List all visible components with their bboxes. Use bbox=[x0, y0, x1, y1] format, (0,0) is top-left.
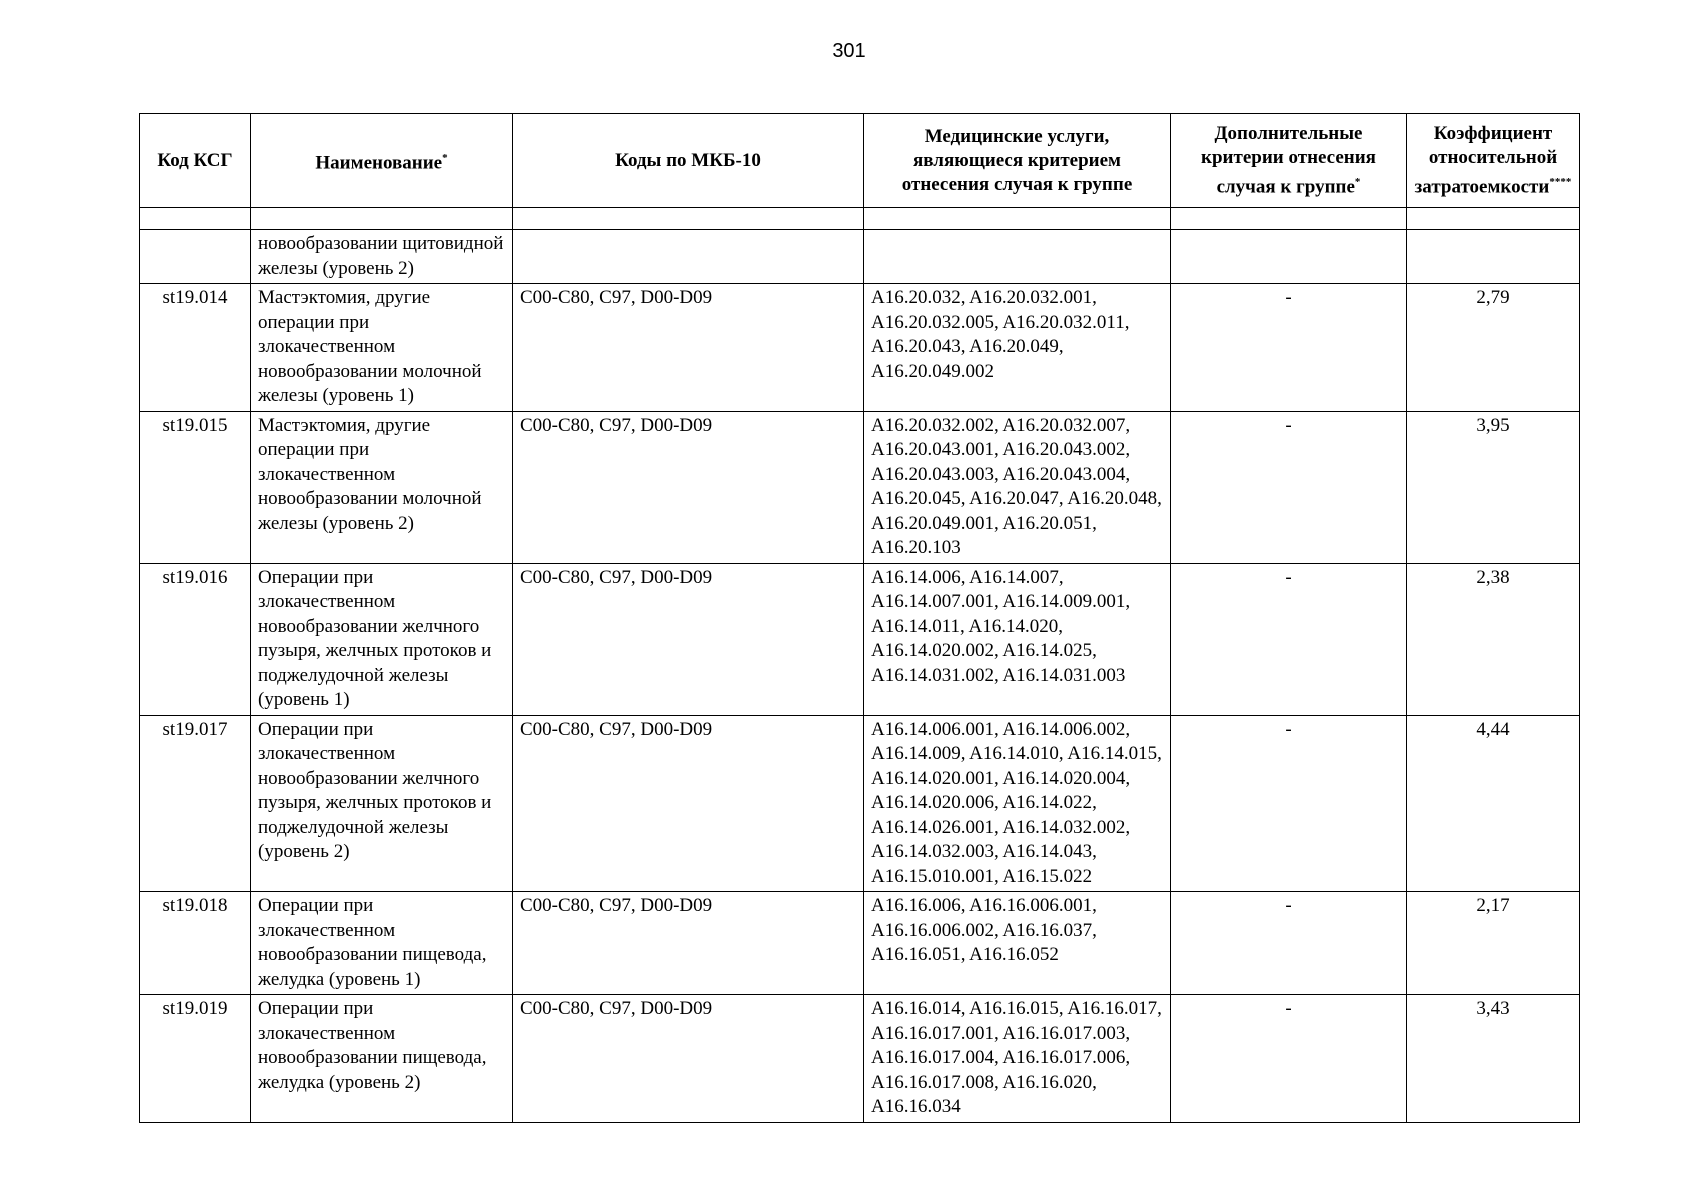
cell-coef: 4,44 bbox=[1407, 715, 1580, 892]
header-additional: Дополнительные критерии отнесения случая к группе* bbox=[1171, 114, 1407, 208]
cell-services: A16.20.032, A16.20.032.001, A16.20.032.005, A16.20.032.011, A16.20.043, A16.20.049, A16.20.049.002 bbox=[864, 284, 1171, 412]
table-row bbox=[140, 892, 1580, 995]
cell-services: A16.16.006, A16.16.006.001, A16.16.006.002, A16.16.037, A16.16.051, A16.16.052 bbox=[864, 892, 1171, 995]
header-code: Код КСГ bbox=[140, 114, 251, 208]
ksg-table bbox=[139, 113, 1580, 1123]
cell-mkb: C00-C80, C97, D00-D09 bbox=[513, 892, 864, 995]
cell-mkb: C00-C80, C97, D00-D09 bbox=[513, 563, 864, 715]
cell-additional: - bbox=[1171, 995, 1407, 1123]
cell-name: новообразовании щитовидной железы (уровень 2) bbox=[251, 230, 513, 284]
cell-services: A16.20.032.002, A16.20.032.007, A16.20.043.001, A16.20.043.002, A16.20.043.003, A16.20.043.004, A16.20.045, A16.20.047, A16.20.048, A16.20.049.001, A16.20.051, A16.20.103 bbox=[864, 411, 1171, 563]
cell-additional: - bbox=[1171, 892, 1407, 995]
cell-coef: 2,17 bbox=[1407, 892, 1580, 995]
header-mkb: Коды по МКБ-10 bbox=[513, 114, 864, 208]
cell-mkb: C00-C80, C97, D00-D09 bbox=[513, 284, 864, 412]
spacer-row bbox=[140, 208, 1580, 230]
table-row bbox=[140, 715, 1580, 892]
cell-additional: - bbox=[1171, 563, 1407, 715]
cell-code: st19.016 bbox=[140, 563, 251, 715]
header-coef: Коэффициент относительной затратоемкости**** bbox=[1407, 114, 1580, 208]
cell-code bbox=[140, 230, 251, 284]
cell-code: st19.017 bbox=[140, 715, 251, 892]
cell-coef: 2,79 bbox=[1407, 284, 1580, 412]
cell-code: st19.015 bbox=[140, 411, 251, 563]
footnote-mark: * bbox=[442, 151, 448, 164]
cell-mkb bbox=[513, 230, 864, 284]
cell-name: Операции при злокачественном новообразовании пищевода, желудка (уровень 1) bbox=[251, 892, 513, 995]
header-name: Наименование* bbox=[251, 114, 513, 208]
cell-name: Мастэктомия, другие операции при злокачественном новообразовании молочной железы (уровень 2) bbox=[251, 411, 513, 563]
cell-additional: - bbox=[1171, 411, 1407, 563]
table-row bbox=[140, 284, 1580, 412]
cell-name: Операции при злокачественном новообразовании пищевода, желудка (уровень 2) bbox=[251, 995, 513, 1123]
cell-additional: - bbox=[1171, 284, 1407, 412]
cell-services: A16.14.006.001, A16.14.006.002, A16.14.009, A16.14.010, A16.14.015, A16.14.020.001, A16.14.020.004, A16.14.020.006, A16.14.022, A16.14.026.001, A16.14.032.002, A16.14.032.003, A16.14.043, A16.15.010.001, A16.15.022 bbox=[864, 715, 1171, 892]
cell-coef bbox=[1407, 230, 1580, 284]
cell-services: A16.16.014, A16.16.015, A16.16.017, A16.16.017.001, A16.16.017.003, A16.16.017.004, A16.16.017.006, A16.16.017.008, A16.16.020, A16.16.034 bbox=[864, 995, 1171, 1123]
table-header-row bbox=[140, 114, 1580, 208]
cell-additional: - bbox=[1171, 715, 1407, 892]
table-row bbox=[140, 995, 1580, 1123]
cell-mkb: C00-C80, C97, D00-D09 bbox=[513, 995, 864, 1123]
cell-services: A16.14.006, A16.14.007, A16.14.007.001, A16.14.009.001, A16.14.011, A16.14.020, A16.14.020.002, A16.14.025, A16.14.031.002, A16.14.031.003 bbox=[864, 563, 1171, 715]
cell-coef: 2,38 bbox=[1407, 563, 1580, 715]
table-row bbox=[140, 230, 1580, 284]
cell-name: Операции при злокачественном новообразовании желчного пузыря, желчных протоков и поджелудочной железы (уровень 1) bbox=[251, 563, 513, 715]
cell-coef: 3,95 bbox=[1407, 411, 1580, 563]
cell-name: Мастэктомия, другие операции при злокачественном новообразовании молочной железы (уровень 1) bbox=[251, 284, 513, 412]
cell-mkb: C00-C80, C97, D00-D09 bbox=[513, 411, 864, 563]
cell-code: st19.014 bbox=[140, 284, 251, 412]
cell-code: st19.018 bbox=[140, 892, 251, 995]
cell-code: st19.019 bbox=[140, 995, 251, 1123]
footnote-mark: **** bbox=[1549, 175, 1572, 188]
cell-coef: 3,43 bbox=[1407, 995, 1580, 1123]
cell-services bbox=[864, 230, 1171, 284]
cell-name: Операции при злокачественном новообразовании желчного пузыря, желчных протоков и поджелудочной железы (уровень 2) bbox=[251, 715, 513, 892]
cell-mkb: C00-C80, C97, D00-D09 bbox=[513, 715, 864, 892]
table-row bbox=[140, 563, 1580, 715]
page-number: 301 bbox=[832, 40, 866, 62]
footnote-mark: * bbox=[1354, 175, 1361, 188]
cell-additional bbox=[1171, 230, 1407, 284]
table-row bbox=[140, 411, 1580, 563]
header-services: Медицинские услуги, являющиеся критерием отнесения случая к группе bbox=[864, 114, 1171, 208]
